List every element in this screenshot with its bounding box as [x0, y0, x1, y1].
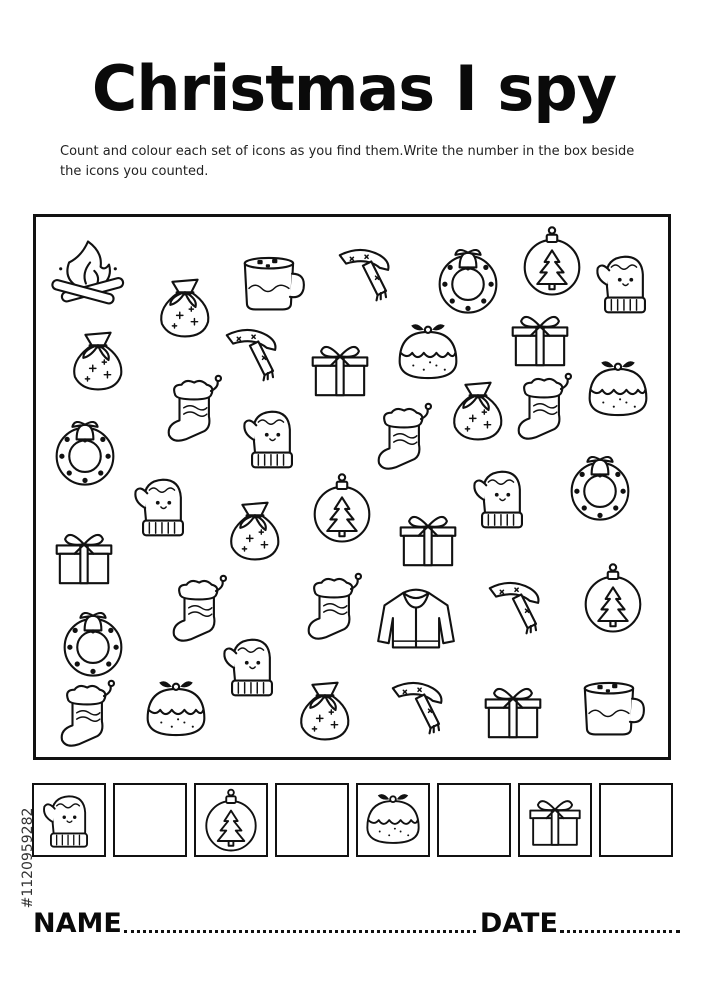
mitten-item[interactable]	[224, 640, 272, 696]
answer-box-row	[32, 783, 677, 861]
ornament-item[interactable]	[586, 564, 641, 631]
mitten-icon[interactable]	[44, 796, 87, 846]
answer-count-box[interactable]	[275, 783, 349, 857]
scarf-item[interactable]	[227, 330, 276, 380]
ornament-item[interactable]	[315, 474, 370, 541]
answer-box-pudding	[356, 783, 430, 857]
pudding-item[interactable]	[148, 681, 205, 735]
scarf-item[interactable]	[490, 583, 539, 633]
page-title: Christmas I spy	[91, 52, 617, 125]
stocking-item[interactable]	[379, 404, 431, 469]
gift-box-item[interactable]	[401, 517, 456, 565]
i-spy-board	[33, 214, 671, 760]
mitten-item[interactable]	[474, 472, 522, 528]
answer-count-box[interactable]	[437, 783, 511, 857]
answer-count-box[interactable]	[113, 783, 187, 857]
date-field[interactable]	[560, 906, 680, 933]
answer-box-picture	[34, 785, 104, 855]
watermark	[8, 760, 36, 960]
cocoa-mug-item[interactable]	[585, 683, 644, 734]
answer-box-ornament	[194, 783, 268, 857]
answer-box-picture	[196, 785, 266, 855]
watermark-id: #1120959282	[20, 807, 36, 909]
name-date-row	[33, 906, 683, 946]
answer-box-picture	[358, 785, 428, 855]
ornament-icon[interactable]	[206, 790, 255, 851]
answer-box-mitten	[32, 783, 106, 857]
mitten-item[interactable]	[597, 257, 645, 313]
stocking-item[interactable]	[309, 574, 361, 639]
gift-sack-item[interactable]	[74, 333, 121, 390]
cocoa-mug-item[interactable]	[245, 258, 304, 309]
stocking-item[interactable]	[519, 374, 571, 439]
ornament-item[interactable]	[525, 227, 580, 294]
wreath-item[interactable]	[57, 422, 114, 485]
stocking-item[interactable]	[169, 376, 221, 441]
wreath-item[interactable]	[65, 613, 122, 676]
date-label: DATE	[479, 908, 558, 939]
instructions-text: Count and colour each set of icons as you find them.Write the number in the box beside the icons you counted.	[60, 144, 635, 179]
wreath-item[interactable]	[572, 457, 629, 520]
pudding-item[interactable]	[590, 361, 647, 415]
name-label: NAME	[33, 908, 122, 939]
gift-sack-item[interactable]	[161, 280, 208, 337]
gift-sack-item[interactable]	[454, 383, 501, 440]
scarf-item[interactable]	[340, 250, 389, 300]
mitten-item[interactable]	[244, 412, 292, 468]
gift-box-item[interactable]	[486, 689, 541, 737]
answer-box-gift-box	[518, 783, 592, 857]
campfire-item[interactable]	[51, 242, 124, 305]
answer-count-box[interactable]	[599, 783, 673, 857]
wreath-item[interactable]	[440, 250, 497, 313]
hoodie-item[interactable]	[378, 590, 454, 648]
pudding-item[interactable]	[400, 324, 457, 378]
gift-box-item[interactable]	[313, 347, 368, 395]
gift-sack-item[interactable]	[301, 683, 348, 740]
gift-box-icon[interactable]	[530, 801, 579, 845]
gift-sack-item[interactable]	[231, 503, 278, 560]
pudding-icon[interactable]	[367, 794, 418, 843]
answer-box-picture	[520, 785, 590, 855]
stocking-item[interactable]	[62, 681, 114, 746]
name-field[interactable]	[124, 906, 476, 933]
gift-box-item[interactable]	[57, 535, 112, 583]
board-canvas	[36, 217, 668, 757]
scarf-item[interactable]	[393, 683, 442, 733]
mitten-item[interactable]	[135, 480, 183, 536]
gift-box-item[interactable]	[513, 317, 568, 365]
stocking-item[interactable]	[174, 576, 226, 641]
